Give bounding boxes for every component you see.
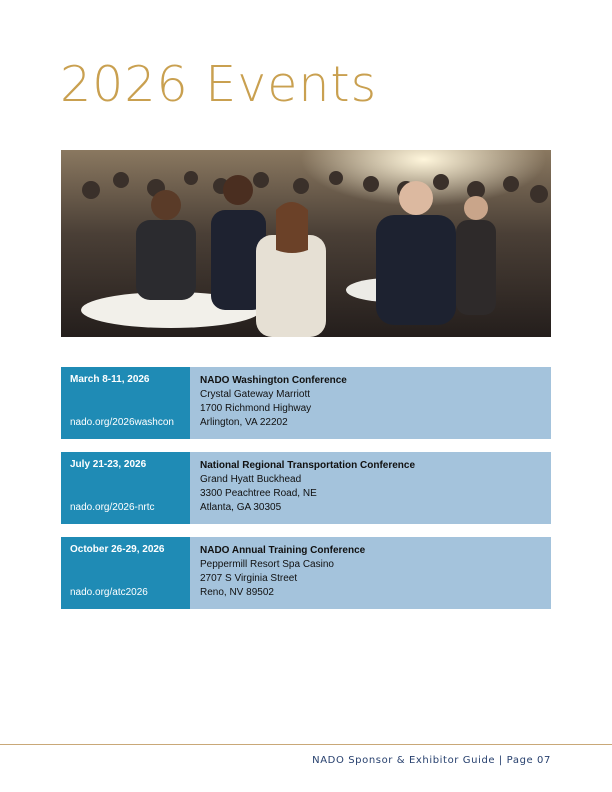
event-city: Reno, NV 89502 — [200, 587, 274, 598]
event-card-transportation — [61, 452, 551, 524]
event-name: National Regional Transportation Conference — [200, 460, 416, 471]
event-card-washington — [61, 367, 551, 439]
event-card-training — [61, 537, 551, 609]
event-street: 2707 S Virginia Street — [200, 573, 298, 584]
page-footer: NADO Sponsor & Exhibitor Guide | Page 07 — [312, 755, 551, 766]
event-url-link[interactable]: nado.org/2026washcon — [70, 417, 174, 428]
event-name: NADO Annual Training Conference — [200, 545, 366, 556]
event-date: October 26-29, 2026 — [70, 544, 165, 555]
event-info-panel — [190, 367, 551, 439]
event-url-link[interactable]: nado.org/2026-nrtc — [70, 502, 155, 513]
event-name: NADO Washington Conference — [200, 375, 347, 386]
event-venue: Grand Hyatt Buckhead — [200, 474, 302, 485]
event-info-panel — [190, 452, 551, 524]
event-city: Atlanta, GA 30305 — [200, 502, 282, 513]
event-street: 1700 Richmond Highway — [200, 403, 312, 414]
page-title: 2026 Events — [60, 56, 378, 113]
event-info-panel — [190, 537, 551, 609]
event-city: Arlington, VA 22202 — [200, 417, 288, 428]
event-date: July 21-23, 2026 — [70, 459, 147, 470]
event-date-panel — [61, 367, 190, 439]
event-street: 3300 Peachtree Road, NE — [200, 488, 317, 499]
event-date-panel — [61, 537, 190, 609]
hero-photo — [61, 150, 551, 337]
footer-divider — [0, 744, 612, 745]
event-url-link[interactable]: nado.org/atc2026 — [70, 587, 148, 598]
event-photo-icon — [61, 150, 551, 337]
event-venue: Peppermill Resort Spa Casino — [200, 559, 334, 570]
event-venue: Crystal Gateway Marriott — [200, 389, 311, 400]
event-date: March 8-11, 2026 — [70, 374, 150, 385]
event-date-panel — [61, 452, 190, 524]
